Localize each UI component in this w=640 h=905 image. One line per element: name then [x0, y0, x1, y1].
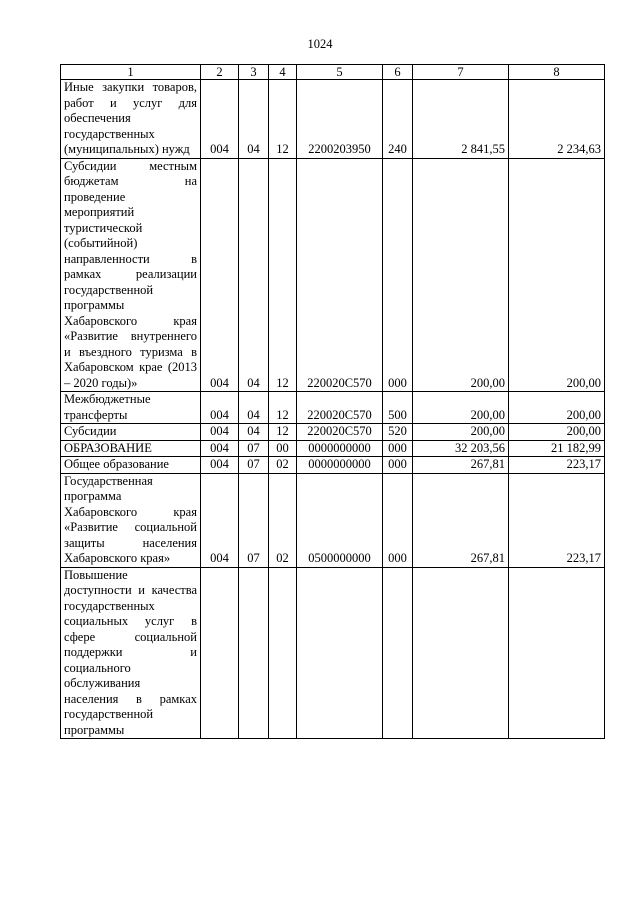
row-code-2: 004 — [201, 424, 239, 441]
row-amount-8: 2 234,63 — [509, 80, 605, 159]
row-name: Иные закупки товаров, работ и услуг для обеспечения государственных (муниципальных) нужд — [61, 80, 201, 159]
row-name: Субсидии местным бюджетам на проведение мероприятий туристической (событийной) направленности в рамках реализации государственной программы Хабаровского края «Развитие внутреннего и въездного туризма в Хабаровском крае (2013 – 2020 годы)» — [61, 158, 201, 392]
row-amount-8: 21 182,99 — [509, 440, 605, 457]
row-amount-8: 200,00 — [509, 392, 605, 424]
table-row — [61, 392, 605, 424]
row-code-5: 0500000000 — [297, 473, 383, 567]
row-code-4: 12 — [269, 424, 297, 441]
row-amount-7 — [413, 567, 509, 739]
row-code-6: 000 — [383, 457, 413, 474]
row-amount-7: 267,81 — [413, 473, 509, 567]
row-code-2: 004 — [201, 473, 239, 567]
header-cell-3: 3 — [239, 65, 269, 80]
row-code-3 — [239, 567, 269, 739]
row-code-4: 12 — [269, 80, 297, 159]
row-code-3: 04 — [239, 392, 269, 424]
table-row — [61, 457, 605, 474]
header-cell-2: 2 — [201, 65, 239, 80]
row-name: Повышение доступности и качества государственных социальных услуг в сфере социальной поддержки и социального обслуживания населения в рамках государственной программы — [61, 567, 201, 739]
row-code-6: 500 — [383, 392, 413, 424]
row-code-5: 0000000000 — [297, 440, 383, 457]
row-amount-8: 223,17 — [509, 473, 605, 567]
table-row — [61, 440, 605, 457]
row-code-4 — [269, 567, 297, 739]
row-name: ОБРАЗОВАНИЕ — [61, 440, 201, 457]
row-code-2: 004 — [201, 80, 239, 159]
page-number: 1024 — [307, 37, 333, 51]
header-row — [61, 65, 605, 80]
header-cell-1: 1 — [61, 65, 201, 80]
row-code-4: 00 — [269, 440, 297, 457]
row-code-5: 220020С570 — [297, 392, 383, 424]
row-code-6: 520 — [383, 424, 413, 441]
row-name: Субсидии — [61, 424, 201, 441]
row-code-5: 0000000000 — [297, 457, 383, 474]
row-code-2: 004 — [201, 457, 239, 474]
row-amount-7: 32 203,56 — [413, 440, 509, 457]
row-code-6: 000 — [383, 158, 413, 392]
row-code-3: 04 — [239, 158, 269, 392]
row-code-4: 02 — [269, 457, 297, 474]
table-row — [61, 567, 605, 739]
row-amount-8: 200,00 — [509, 158, 605, 392]
row-code-5 — [297, 567, 383, 739]
row-name: Государственная программа Хабаровского края «Развитие социальной защиты населения Хабаровского края» — [61, 473, 201, 567]
table-row — [61, 80, 605, 159]
table-row — [61, 158, 605, 392]
table-row — [61, 424, 605, 441]
row-code-2: 004 — [201, 158, 239, 392]
row-amount-8 — [509, 567, 605, 739]
row-code-3: 04 — [239, 424, 269, 441]
row-code-5: 220020С570 — [297, 424, 383, 441]
header-cell-8: 8 — [509, 65, 605, 80]
row-amount-7: 200,00 — [413, 158, 509, 392]
row-code-6 — [383, 567, 413, 739]
row-code-4: 02 — [269, 473, 297, 567]
row-code-2 — [201, 567, 239, 739]
row-code-3: 07 — [239, 473, 269, 567]
row-amount-7: 267,81 — [413, 457, 509, 474]
header-cell-5: 5 — [297, 65, 383, 80]
row-name: Межбюджетные трансферты — [61, 392, 201, 424]
budget-table — [60, 64, 605, 739]
row-code-5: 2200203950 — [297, 80, 383, 159]
row-amount-7: 200,00 — [413, 392, 509, 424]
row-code-3: 04 — [239, 80, 269, 159]
row-amount-8: 223,17 — [509, 457, 605, 474]
row-amount-7: 2 841,55 — [413, 80, 509, 159]
row-amount-8: 200,00 — [509, 424, 605, 441]
row-code-4: 12 — [269, 392, 297, 424]
header-cell-6: 6 — [383, 65, 413, 80]
row-amount-7: 200,00 — [413, 424, 509, 441]
row-code-6: 240 — [383, 80, 413, 159]
row-name: Общее образование — [61, 457, 201, 474]
row-code-2: 004 — [201, 440, 239, 457]
row-code-6: 000 — [383, 473, 413, 567]
row-code-4: 12 — [269, 158, 297, 392]
header-cell-4: 4 — [269, 65, 297, 80]
table-row — [61, 473, 605, 567]
row-code-2: 004 — [201, 392, 239, 424]
header-cell-7: 7 — [413, 65, 509, 80]
row-code-3: 07 — [239, 457, 269, 474]
row-code-6: 000 — [383, 440, 413, 457]
row-code-3: 07 — [239, 440, 269, 457]
row-code-5: 220020С570 — [297, 158, 383, 392]
